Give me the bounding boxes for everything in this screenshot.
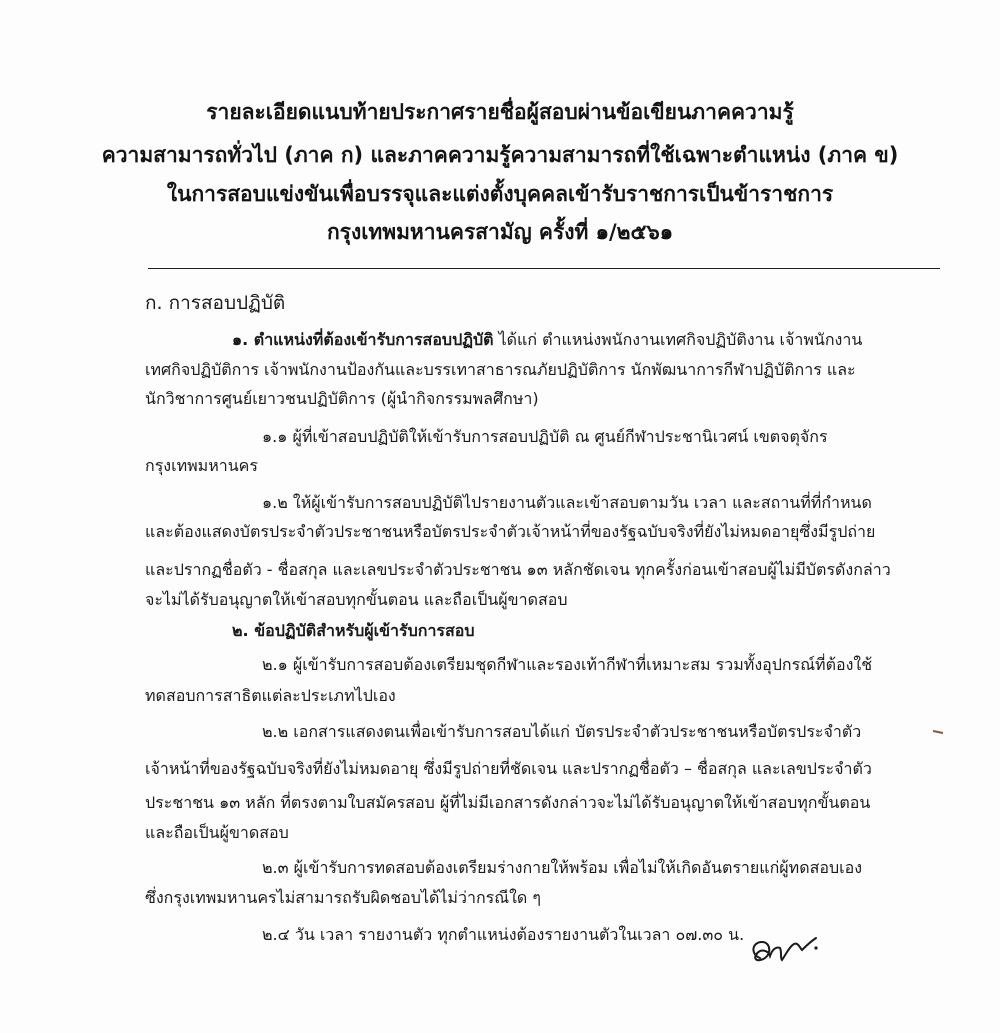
title-line-3: ในการสอบแข่งขันเพื่อบรรจุและแต่งตั้งบุคคลเข้ารับราชการเป็นข้าราชการ xyxy=(166,182,834,206)
p2-1-line-1: ๒.๑ ผู้เข้ารับการสอบต้องเตรียมชุดกีฬาและรองเท้ากีฬาที่เหมาะสม รวมทั้งอุปกรณ์ที่ต้องใช้ xyxy=(262,655,873,674)
header-divider xyxy=(148,268,940,269)
p1-2-line-2: และต้องแสดงบัตรประจำตัวประชาชนหรือบัตรประจำตัวเจ้าหน้าที่ของรัฐฉบับจริงที่ยังไม่หมดอายุซึ่งมีรูปถ่าย xyxy=(145,522,876,541)
p1-2-line-4: จะไม่ได้รับอนุญาตให้เข้าสอบทุกขั้นตอน และถือเป็นผู้ขาดสอบ xyxy=(145,590,568,609)
p2-4-line-1: ๒.๔ วัน เวลา รายงานตัว ทุกตำแหน่งต้องรายงานตัวในเวลา ๐๗.๓๐ น. xyxy=(262,925,745,944)
p2-heading: ๒. ข้อปฏิบัติสำหรับผู้เข้ารับการสอบ xyxy=(232,621,475,640)
p1-line-3: นักวิชาการศูนย์เยาวชนปฏิบัติการ (ผู้นำกิจกรรมพลศึกษา) xyxy=(145,389,539,408)
section-heading: ก. การสอบปฏิบัติ xyxy=(145,292,286,314)
scan-speck xyxy=(933,730,943,734)
p1-rest: ได้แก่ ตำแหน่งพนักงานเทศกิจปฏิบัติงาน เจ้าพนักงาน xyxy=(493,330,863,349)
p1-2-line-1: ๑.๒ ให้ผู้เข้ารับการสอบปฏิบัติไปรายงานตัวและเข้าสอบตามวัน เวลา และสถานที่ที่กำหนด xyxy=(262,493,872,512)
signature-initials xyxy=(746,928,820,974)
p1-bold-lead: ๑. ตำแหน่งที่ต้องเข้ารับการสอบปฏิบัติ xyxy=(232,330,494,349)
p2-3-line-2: ซึ่งกรุงเทพมหานครไม่สามารถรับผิดชอบได้ไม่ว่ากรณีใด ๆ xyxy=(145,888,541,907)
p1-2-line-3: และปรากฏชื่อตัว - ชื่อสกุล และเลขประจำตัวประชาชน ๑๓ หลักชัดเจน ทุกครั้งก่อนเข้าสอบผู้ไม่มีบัตรดังกล่าว xyxy=(145,560,891,579)
title-line-4: กรุงเทพมหานครสามัญ ครั้งที่ ๑/๒๕๖๑ xyxy=(326,220,674,244)
p2-2-line-4: และถือเป็นผู้ขาดสอบ xyxy=(145,823,289,842)
p1-line-2: เทศกิจปฏิบัติการ เจ้าพนักงานป้องกันและบรรเทาสาธารณภัยปฏิบัติการ นักพัฒนาการกีฬาปฏิบัติการ และ xyxy=(145,360,856,379)
p2-3-line-1: ๒.๓ ผู้เข้ารับการทดสอบต้องเตรียมร่างกายให้พร้อม เพื่อไม่ให้เกิดอันตรายแก่ผู้ทดสอบเอง xyxy=(262,858,863,877)
p1-1-line-2: กรุงเทพมหานคร xyxy=(145,456,258,475)
p2-2-line-3: ประชาชน ๑๓ หลัก ที่ตรงตามใบสมัครสอบ ผู้ที่ไม่มีเอกสารดังกล่าวจะไม่ได้รับอนุญาตให้เข้าสอบทุกขั้นตอน xyxy=(145,793,871,812)
p2-1-line-2: ทดสอบการสาธิตแต่ละประเภทไปเอง xyxy=(145,686,396,705)
title-line-1: รายละเอียดแนบท้ายประกาศรายชื่อผู้สอบผ่านข้อเขียนภาคความรู้ xyxy=(206,100,794,124)
title-line-2: ความสามารถทั่วไป (ภาค ก) และภาคความรู้ความสามารถที่ใช้เฉพาะตำแหน่ง (ภาค ข) xyxy=(101,143,899,167)
p1-line-1 xyxy=(232,329,862,351)
p2-2-line-2: เจ้าหน้าที่ของรัฐฉบับจริงที่ยังไม่หมดอายุ ซึ่งมีรูปถ่ายที่ชัดเจน และปรากฏชื่อตัว – ชื่อสกุล และเลขประจำตัว xyxy=(145,759,872,778)
p2-2-line-1: ๒.๒ เอกสารแสดงตนเพื่อเข้ารับการสอบได้แก่ บัตรประจำตัวประชาชนหรือบัตรประจำตัว xyxy=(262,722,862,741)
p1-1-line-1: ๑.๑ ผู้ที่เข้าสอบปฏิบัติให้เข้ารับการสอบปฏิบัติ ณ ศูนย์กีฬาประชานิเวศน์ เขตจตุจักร xyxy=(262,427,828,446)
